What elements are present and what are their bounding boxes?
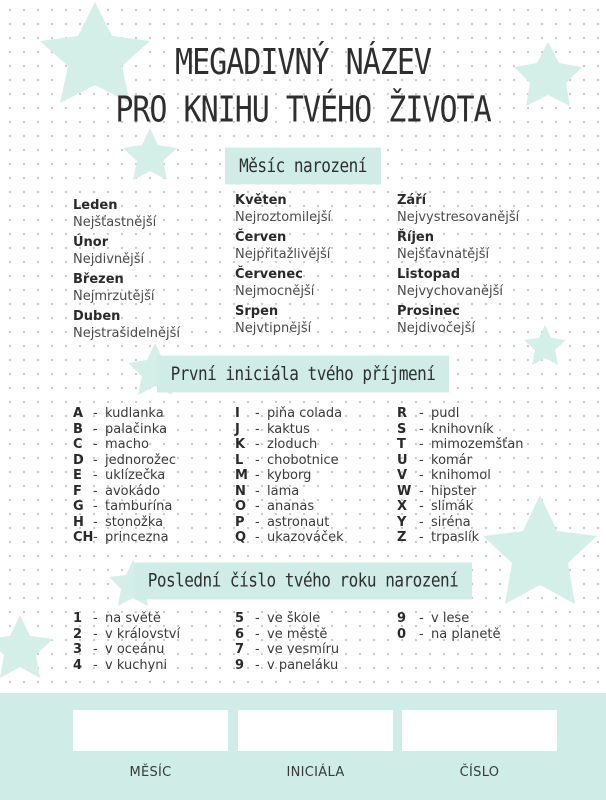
dash: - — [255, 452, 260, 468]
letter-word: trpaslík — [431, 530, 480, 545]
letter-row — [235, 530, 344, 546]
month-word: Nejvystresovanější — [397, 210, 520, 225]
month-word: Nejšťavnatější — [397, 247, 490, 262]
dash: - — [419, 468, 424, 483]
number-row — [235, 642, 339, 658]
letter-key: P — [235, 514, 245, 530]
letter-key: J — [235, 421, 240, 437]
letter-key: R — [397, 406, 408, 421]
dash: - — [93, 626, 98, 642]
month-word: Nejdivočejší — [397, 321, 475, 336]
number-column-1 — [73, 611, 180, 673]
letter-key: W — [397, 483, 412, 499]
month-answer-box[interactable] — [73, 710, 228, 751]
month-word: Nejdivnější — [73, 252, 145, 267]
dash: - — [419, 437, 424, 452]
dash: - — [93, 437, 98, 452]
dash: - — [255, 437, 260, 452]
number-key: 7 — [235, 642, 245, 657]
letter-word: siréna — [431, 514, 471, 530]
dash: - — [419, 452, 424, 468]
letter-word: ananas — [267, 499, 315, 514]
month-item — [235, 193, 331, 226]
month-item — [73, 235, 180, 268]
letter-word: chobotnice — [267, 452, 339, 468]
letter-word: stonožka — [105, 514, 164, 530]
letter-row — [235, 515, 344, 531]
letter-row — [397, 484, 523, 500]
month-word: Nejvtipnější — [235, 321, 312, 336]
letter-word: knihomol — [431, 468, 491, 483]
dash: - — [93, 514, 98, 530]
number-row — [397, 627, 501, 643]
letter-word: kyborg — [267, 468, 312, 483]
dash: - — [255, 483, 260, 499]
letter-row — [235, 437, 344, 453]
page-title — [0, 40, 606, 134]
letter-row — [397, 499, 523, 515]
letter-word: lama — [267, 483, 300, 499]
letter-key: C — [73, 437, 83, 452]
month-name: Leden — [73, 198, 118, 213]
letter-row — [235, 468, 344, 484]
month-word: Nejvychovanější — [397, 284, 503, 299]
month-word: Nejšťastnější — [73, 215, 157, 230]
letter-key: A — [73, 406, 84, 421]
month-name: Srpen — [235, 304, 279, 319]
letter-row — [73, 468, 176, 484]
letter-key: H — [73, 514, 84, 530]
letter-row — [73, 422, 176, 438]
dash: - — [255, 468, 260, 483]
letter-row — [397, 437, 523, 453]
number-word: v paneláku — [267, 657, 339, 673]
dash: - — [255, 642, 260, 657]
dash: - — [255, 626, 260, 642]
month-word: Nejstrašidelnější — [73, 326, 180, 341]
month-column-2 — [235, 193, 331, 341]
letter-row — [73, 499, 176, 515]
dash: - — [419, 626, 424, 642]
letter-word: pudl — [431, 406, 460, 421]
letter-word: avokádo — [105, 483, 161, 499]
month-word: Nejpřitažlivější — [235, 247, 331, 262]
number-row — [73, 642, 180, 658]
letter-row — [397, 422, 523, 438]
letter-word: knihovník — [431, 421, 494, 437]
letter-word: hipster — [431, 483, 477, 499]
section-title-initial — [0, 358, 606, 390]
letter-word: mimozemšťan — [431, 437, 524, 452]
letter-row — [397, 530, 523, 546]
month-name: Říjen — [397, 230, 434, 245]
title-line-1: MEGADIVNÝ NÁZEV — [175, 42, 431, 84]
number-row — [73, 611, 180, 627]
month-word: Nejmocnější — [235, 284, 315, 299]
letter-word: zloduch — [267, 437, 318, 452]
number-key: 3 — [73, 642, 83, 657]
dash: - — [93, 642, 98, 657]
letter-key: I — [235, 406, 240, 421]
number-word: na planetě — [431, 626, 501, 642]
number-row — [73, 658, 180, 674]
number-key: 2 — [73, 626, 83, 642]
letter-key: Z — [397, 530, 407, 545]
dash: - — [93, 483, 98, 499]
letter-row — [235, 406, 344, 422]
month-name: Prosinec — [397, 304, 460, 319]
month-box-label: MĚSÍC — [129, 765, 172, 780]
letter-key: L — [235, 452, 244, 468]
number-word: v kuchyni — [105, 657, 168, 673]
dash: - — [255, 657, 260, 673]
number-key: 5 — [235, 611, 245, 626]
letter-key: N — [235, 483, 246, 499]
section-label: První iniciála tvého příjmení — [157, 356, 450, 393]
month-item — [235, 267, 331, 300]
number-key: 1 — [73, 611, 83, 626]
dash: - — [255, 499, 260, 514]
month-name: Březen — [73, 272, 124, 287]
letter-key: O — [235, 499, 247, 514]
number-column-3 — [397, 611, 501, 642]
month-item — [397, 230, 519, 263]
number-box-label: ČÍSLO — [459, 765, 500, 780]
dash: - — [93, 611, 98, 626]
letter-row — [397, 515, 523, 531]
number-word: v lese — [431, 611, 470, 626]
month-item — [397, 304, 519, 337]
letter-word: uklízečka — [105, 468, 166, 483]
letter-row — [397, 406, 523, 422]
letter-word: astronaut — [267, 514, 330, 530]
number-key: 6 — [235, 626, 245, 642]
letter-key: B — [73, 421, 83, 437]
letter-key: T — [397, 437, 406, 452]
dash: - — [419, 611, 424, 626]
letter-key: CH — [73, 530, 94, 545]
dash: - — [419, 530, 424, 545]
dash: - — [93, 452, 98, 468]
letter-word: kudlanka — [105, 406, 164, 421]
number-word: na světě — [105, 611, 161, 626]
letter-row — [235, 422, 344, 438]
letter-key: Y — [397, 514, 407, 530]
dash: - — [93, 499, 98, 514]
letter-word: ukazováček — [267, 530, 344, 545]
letter-column-3 — [397, 406, 523, 546]
number-row — [235, 627, 339, 643]
number-word: v oceánu — [105, 642, 165, 657]
month-name: Září — [397, 193, 427, 208]
number-word: ve škole — [267, 611, 321, 626]
letter-column-2 — [235, 406, 344, 546]
initial-box-label: INICIÁLA — [286, 765, 345, 780]
letter-key: Q — [235, 530, 247, 545]
letter-word: slimák — [431, 499, 474, 514]
letter-word: palačinka — [105, 421, 168, 437]
section-label: Poslední číslo tvého roku narození — [134, 563, 473, 600]
month-item — [73, 309, 180, 342]
dash: - — [93, 657, 98, 673]
dash: - — [93, 468, 98, 483]
month-name: Červen — [235, 230, 287, 245]
dash: - — [419, 421, 424, 437]
title-line-2: PRO KNIHU TVÉHO ŽIVOTA — [115, 89, 491, 131]
number-word: v království — [105, 626, 181, 642]
letter-key: S — [397, 421, 407, 437]
letter-row — [235, 484, 344, 500]
month-word: Nejmrzutější — [73, 289, 155, 304]
dash: - — [419, 514, 424, 530]
letter-key: E — [73, 468, 82, 483]
letter-row — [73, 406, 176, 422]
letter-key: X — [397, 499, 408, 514]
month-item — [397, 193, 519, 226]
month-name: Listopad — [397, 267, 461, 282]
month-item — [397, 267, 519, 300]
letter-row — [73, 515, 176, 531]
number-column-2 — [235, 611, 339, 673]
month-column-1 — [73, 198, 180, 346]
letter-key: G — [73, 499, 84, 514]
month-name: Červenec — [235, 267, 303, 282]
number-row — [73, 627, 180, 643]
letter-row — [235, 499, 344, 515]
letter-word: tamburína — [105, 499, 173, 514]
letter-key: D — [73, 452, 84, 468]
letter-row — [397, 468, 523, 484]
month-item — [235, 304, 331, 337]
letter-column-1 — [73, 406, 176, 546]
letter-key: M — [235, 468, 248, 483]
month-name: Duben — [73, 309, 121, 324]
letter-word: piňa colada — [267, 406, 343, 421]
number-row — [235, 611, 339, 627]
number-key: 9 — [397, 611, 407, 626]
letter-key: U — [397, 452, 408, 468]
letter-key: F — [73, 483, 82, 499]
number-key: 4 — [73, 657, 83, 673]
letter-row — [73, 453, 176, 469]
number-row — [235, 658, 339, 674]
letter-word: kaktus — [267, 421, 310, 437]
initial-answer-box[interactable] — [238, 710, 393, 751]
letter-word: princezna — [105, 530, 169, 545]
number-word: ve městě — [267, 626, 328, 642]
letter-row — [235, 453, 344, 469]
dash: - — [93, 406, 98, 421]
dash: - — [419, 483, 424, 499]
letter-word: macho — [105, 437, 149, 452]
month-name: Květen — [235, 193, 287, 208]
section-title-number — [0, 565, 606, 597]
letter-key: V — [397, 468, 408, 483]
number-row — [397, 611, 501, 627]
number-answer-box[interactable] — [402, 710, 557, 751]
month-word: Nejroztomilejší — [235, 210, 332, 225]
section-label: Měsíc narození — [225, 148, 381, 185]
letter-key: K — [235, 437, 246, 452]
dash: - — [255, 514, 260, 530]
dash: - — [93, 530, 98, 545]
dash: - — [419, 406, 424, 421]
letter-row — [73, 484, 176, 500]
number-key: 9 — [235, 657, 245, 673]
number-key: 0 — [397, 626, 407, 642]
dash: - — [255, 611, 260, 626]
month-item — [73, 198, 180, 231]
month-item — [73, 272, 180, 305]
number-word: ve vesmíru — [267, 642, 340, 657]
dash: - — [255, 406, 260, 421]
letter-row — [73, 437, 176, 453]
month-column-3 — [397, 193, 519, 341]
dash: - — [255, 530, 260, 545]
dash: - — [255, 421, 260, 437]
letter-word: komár — [431, 452, 472, 468]
section-title-month — [0, 150, 606, 182]
letter-row — [73, 530, 176, 546]
letter-row — [397, 453, 523, 469]
dash: - — [93, 421, 98, 437]
dash: - — [419, 499, 424, 514]
month-name: Únor — [73, 235, 109, 250]
letter-word: jednorožec — [105, 452, 177, 468]
month-item — [235, 230, 331, 263]
